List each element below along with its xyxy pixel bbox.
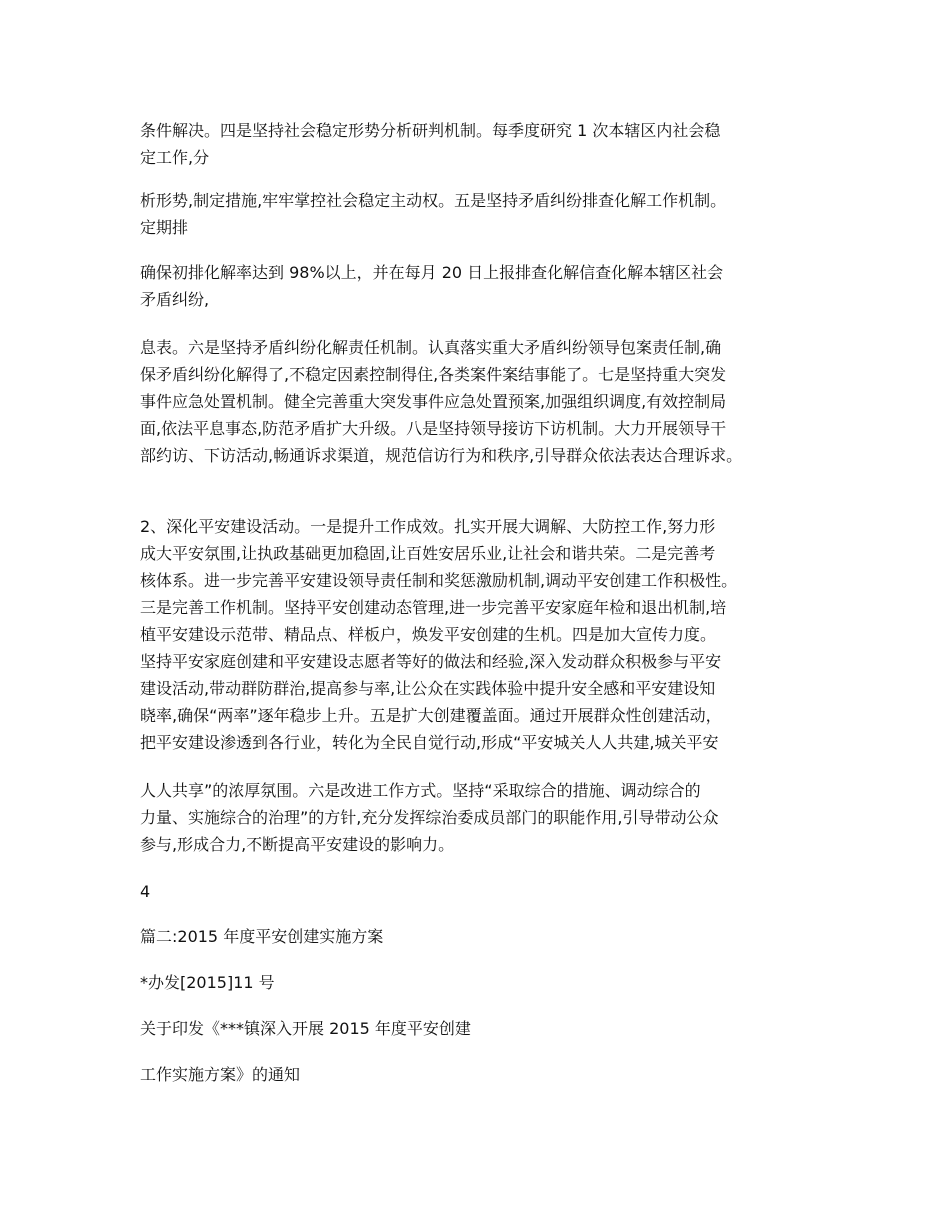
text-line: 定工作,分 [140, 148, 210, 167]
section-heading [140, 923, 830, 950]
text-line: 核体系。进一步完善平安建设领导责任制和奖惩激励机制,调动平安创建工作积极性。 [140, 571, 738, 590]
text-line: 植平安建设示范带、精品点、样板户，焕发平安创建的生机。四是加大宣传力度。 [140, 625, 717, 644]
text-line: 息表。六是坚持矛盾纠纷化解责任机制。认真落实重大矛盾纠纷领导包案责任制,确 [140, 338, 722, 357]
text-line: 面,依法平息事态,防范矛盾扩大升级。八是坚持领导接访下访机制。大力开展领导干 [140, 419, 727, 438]
text-line: 参与,形成合力,不断提高平安建设的影响力。 [140, 835, 455, 854]
paragraph-safety-construction [140, 513, 830, 756]
text-line: 建设活动,带动群防群治,提高参与率,让公众在实践体验中提升安全感和平安建设知 [140, 679, 716, 698]
text-line: 三是完善工作机制。坚持平安创建动态管理,进一步完善平安家庭年检和退出机制,培 [140, 598, 727, 617]
paragraph-stability-analysis [140, 117, 830, 171]
text-line: *办发[2015]11 号 [140, 973, 275, 992]
text-line: 矛盾纠纷, [140, 290, 210, 309]
text-line: 事件应急处置机制。健全完善重大突发事件应急处置预案,加强组织调度,有效控制局 [140, 392, 727, 411]
page-number [140, 878, 830, 905]
text-line: 晓率,确保“两率”逐年稳步上升。五是扩大创建覆盖面。通过开展群众性创建活动， [140, 706, 722, 725]
paragraph-working-methods [140, 777, 830, 858]
paragraph-responsibility-mechanisms [140, 334, 830, 469]
text-line: 关于印发《***镇深入开展 2015 年度平安创建 [140, 1019, 471, 1038]
text-line: 工作实施方案》的通知 [140, 1065, 301, 1084]
text-line: 力量、实施综合的治理”的方针,充分发挥综治委成员部门的职能作用,引导带动公众 [140, 808, 719, 827]
document-number [140, 969, 830, 996]
text-line: 坚持平安家庭创建和平安建设志愿者等好的做法和经验,深入发动群众积极参与平安 [140, 652, 722, 671]
text-line: 保矛盾纠纷化解得了,不稳定因素控制得住,各类案件案结事能了。七是坚持重大突发 [140, 365, 727, 384]
notice-title-line-2 [140, 1061, 830, 1088]
notice-title-line-1 [140, 1015, 830, 1042]
text-line: 人人共享”的浓厚氛围。六是改进工作方式。坚持“采取综合的措施、调动综合的 [140, 781, 701, 800]
text-line: 篇二:2015 年度平安创建实施方案 [140, 927, 384, 946]
text-line: 2、深化平安建设活动。一是提升工作成效。扎实开展大调解、大防控工作,努力形 [140, 517, 716, 536]
text-line: 4 [140, 882, 151, 901]
paragraph-dispute-screening [140, 187, 830, 241]
text-line: 条件解决。四是坚持社会稳定形势分析研判机制。每季度研究 1 次本辖区内社会稳 [140, 121, 721, 140]
text-line: 确保初排化解率达到 98%以上，并在每月 20 日上报排查化解信查化解本辖区社会 [140, 263, 724, 282]
text-line: 部约访、下访活动,畅通诉求渠道，规范信访行为和秩序,引导群众依法表达合理诉求。 [140, 446, 743, 465]
text-line: 把平安建设渗透到各行业，转化为全民自觉行动,形成“平安城关人人共建,城关平安 [140, 733, 719, 752]
text-line: 成大平安氛围,让执政基础更加稳固,让百姓安居乐业,让社会和谐共荣。二是完善考 [140, 544, 716, 563]
text-line: 定期排 [140, 218, 189, 237]
text-line: 析形势,制定措施,牢牢掌控社会稳定主动权。五是坚持矛盾纠纷排查化解工作机制。 [140, 191, 727, 210]
paragraph-resolution-rate [140, 259, 830, 313]
